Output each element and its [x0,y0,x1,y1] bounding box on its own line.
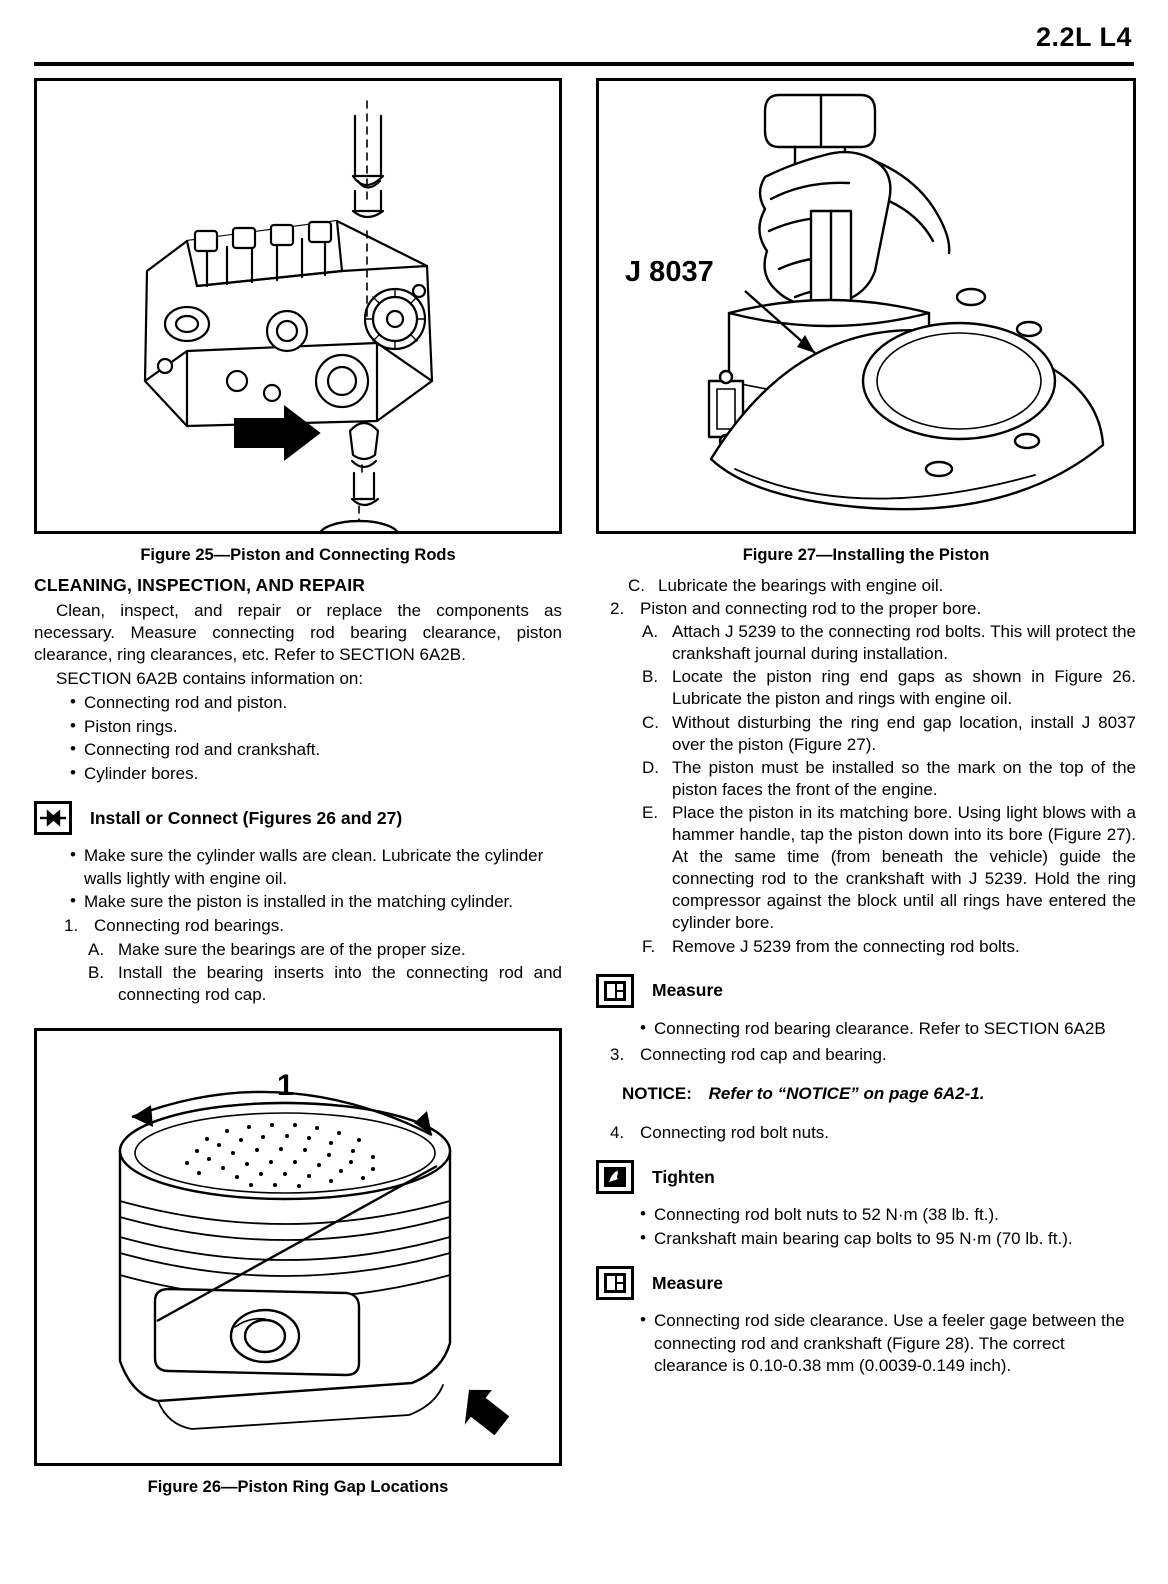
piston-connecting-rods-drawing [37,81,557,531]
step-marker: B. [642,667,659,687]
step-marker: 2. [610,599,625,619]
piston-ring-gap-drawing [37,1031,557,1463]
list-item [88,939,562,961]
list-item: • Cylinder bores. [70,763,562,785]
figure-27-caption: Figure 27—Installing the Piston [742,546,990,564]
list-item [642,802,1136,935]
step-text: Without disturbing the ring end gap location, install J 8037 over the piston (Figure 27). [672,712,1136,754]
step-marker: A. [642,622,659,642]
tighten-bullets [596,1204,1136,1250]
measure-bullets-1 [596,1018,1136,1040]
step-marker: A. [88,939,105,959]
step-marker: F. [642,936,656,956]
installing-piston-drawing [599,81,1133,531]
figure-25-image [34,78,562,534]
step-marker: C. [642,712,659,732]
notice-text: Refer to “NOTICE” on page 6A2-1. [708,1084,985,1104]
measure-header-1 [596,974,1136,1008]
step-marker: C. [628,576,645,595]
list-item: • Piston rings. [70,716,562,738]
step-text: Connecting rod cap and bearing. [640,1045,887,1065]
list-item: • Make sure the cylinder walls are clean. Lubricate the cylinder walls lightly with engine oil. [70,845,562,890]
step-marker: 1. [64,916,79,936]
left-numbered-steps [34,915,562,937]
measure-label-1: Measure [652,980,724,1001]
measure-label-2: Measure [652,1272,724,1293]
figure-26-callout-label: 1 [277,1068,294,1102]
figure-27-image [596,78,1136,534]
right-step-3 [596,1044,1136,1066]
step-text: Install the bearing inserts into the connecting rod and connecting rod cap. [118,962,562,1004]
step-marker: 4. [610,1123,625,1143]
list-item [610,598,1136,620]
step-text: Make sure the bearings are of the proper size. [118,939,466,959]
figure-26-caption: Figure 26—Piston Ring Gap Locations [147,1477,449,1496]
page-title: 2.2L L4 [1035,22,1132,52]
right-top-alpha-item [596,575,1136,597]
measure-bullets-2 [596,1310,1136,1377]
tighten-icon [596,1160,634,1194]
list-item [642,757,1136,801]
left-alpha-steps [34,939,562,1006]
list-item: • Connecting rod side clearance. Use a feeler gage between the connecting rod and crankshaft (Figure 28). The correct clearance is 0.10-0.38 mm (0.0039-0.149 inch). [640,1310,1136,1377]
cleaning-inspection-heading: CLEANING, INSPECTION, AND REPAIR [34,575,366,595]
step-marker: D. [642,757,659,777]
list-item: • Connecting rod bolt nuts to 52 N·m (38 lb. ft.). [640,1204,1136,1226]
list-item: • Connecting rod and crankshaft. [70,739,562,761]
step-marker: E. [642,802,659,822]
step-text: Piston and connecting rod to the proper bore. [640,599,982,619]
figure-26-image [34,1028,562,1466]
step-marker: B. [88,962,105,982]
step-text: Lubricate the bearings with engine oil. [658,576,944,595]
list-item [642,936,1136,958]
step-text: Locate the piston ring end gaps as shown in Figure 26. Lubricate the piston and rings with engine oil. [672,667,1136,709]
right-column [596,78,1136,1378]
tighten-header [596,1160,1136,1194]
install-or-connect-label: Install or Connect (Figures 26 and 27) [90,807,403,828]
list-item: • Make sure the piston is installed in the matching cylinder. [70,891,562,913]
list-item [88,962,562,1006]
list-item [610,1044,1136,1066]
step-text: Place the piston in its matching bore. Using light blows with a hammer handle, tap the piston down into its bore (Figure 27). At the same time (from beneath the vehicle) guide the connecting rod to the crankshaft with J 5239. Hold the ring compressor against the block until all rings have entered the cylinder bore. [672,802,1136,933]
step-text: The piston must be installed so the mark on the top of the piston faces the front of the engine. [672,757,1136,799]
install-connect-icon [34,801,72,835]
section-6a2b-bullets [34,692,562,785]
measure-header-2 [596,1266,1136,1300]
list-item: • Crankshaft main bearing cap bolts to 95 N·m (70 lb. ft.). [640,1228,1136,1250]
list-item [642,666,1136,710]
list-item [642,712,1136,756]
left-paragraph-1: Clean, inspect, and repair or replace the components as necessary. Measure connecting rod bearing clearance, piston clearance, ring clearances, etc. Refer to SECTION 6A2B. [34,601,562,665]
list-item [642,621,1136,665]
list-item [610,1122,1136,1144]
list-item [64,915,562,937]
figure-27-callout-label: J 8037 [625,256,714,288]
measure-icon [596,1266,634,1300]
header-divider [34,62,1134,66]
install-or-connect-header [34,801,562,835]
notice-label: NOTICE: [622,1084,692,1104]
step-text: Remove J 5239 from the connecting rod bolts. [672,936,1020,956]
right-numbered-steps [596,598,1136,620]
right-step-4 [596,1122,1136,1144]
measure-icon [596,974,634,1008]
step-text: Attach J 5239 to the connecting rod bolts. This will protect the crankshaft journal during installation. [672,622,1136,664]
left-paragraph-2: SECTION 6A2B contains information on: [56,669,364,689]
left-column [34,78,562,1507]
step-text: Connecting rod bolt nuts. [640,1123,830,1143]
right-alpha-steps [596,621,1136,957]
list-item [628,575,1136,597]
notice-line [622,1084,1136,1104]
tighten-label: Tighten [652,1166,715,1187]
list-item: • Connecting rod and piston. [70,692,562,714]
figure-25-caption: Figure 25—Piston and Connecting Rods [140,546,456,564]
install-bullets [34,845,562,913]
step-marker: 3. [610,1045,625,1065]
list-item: • Connecting rod bearing clearance. Refer to SECTION 6A2B [640,1018,1136,1040]
step-text: Connecting rod bearings. [94,916,284,936]
